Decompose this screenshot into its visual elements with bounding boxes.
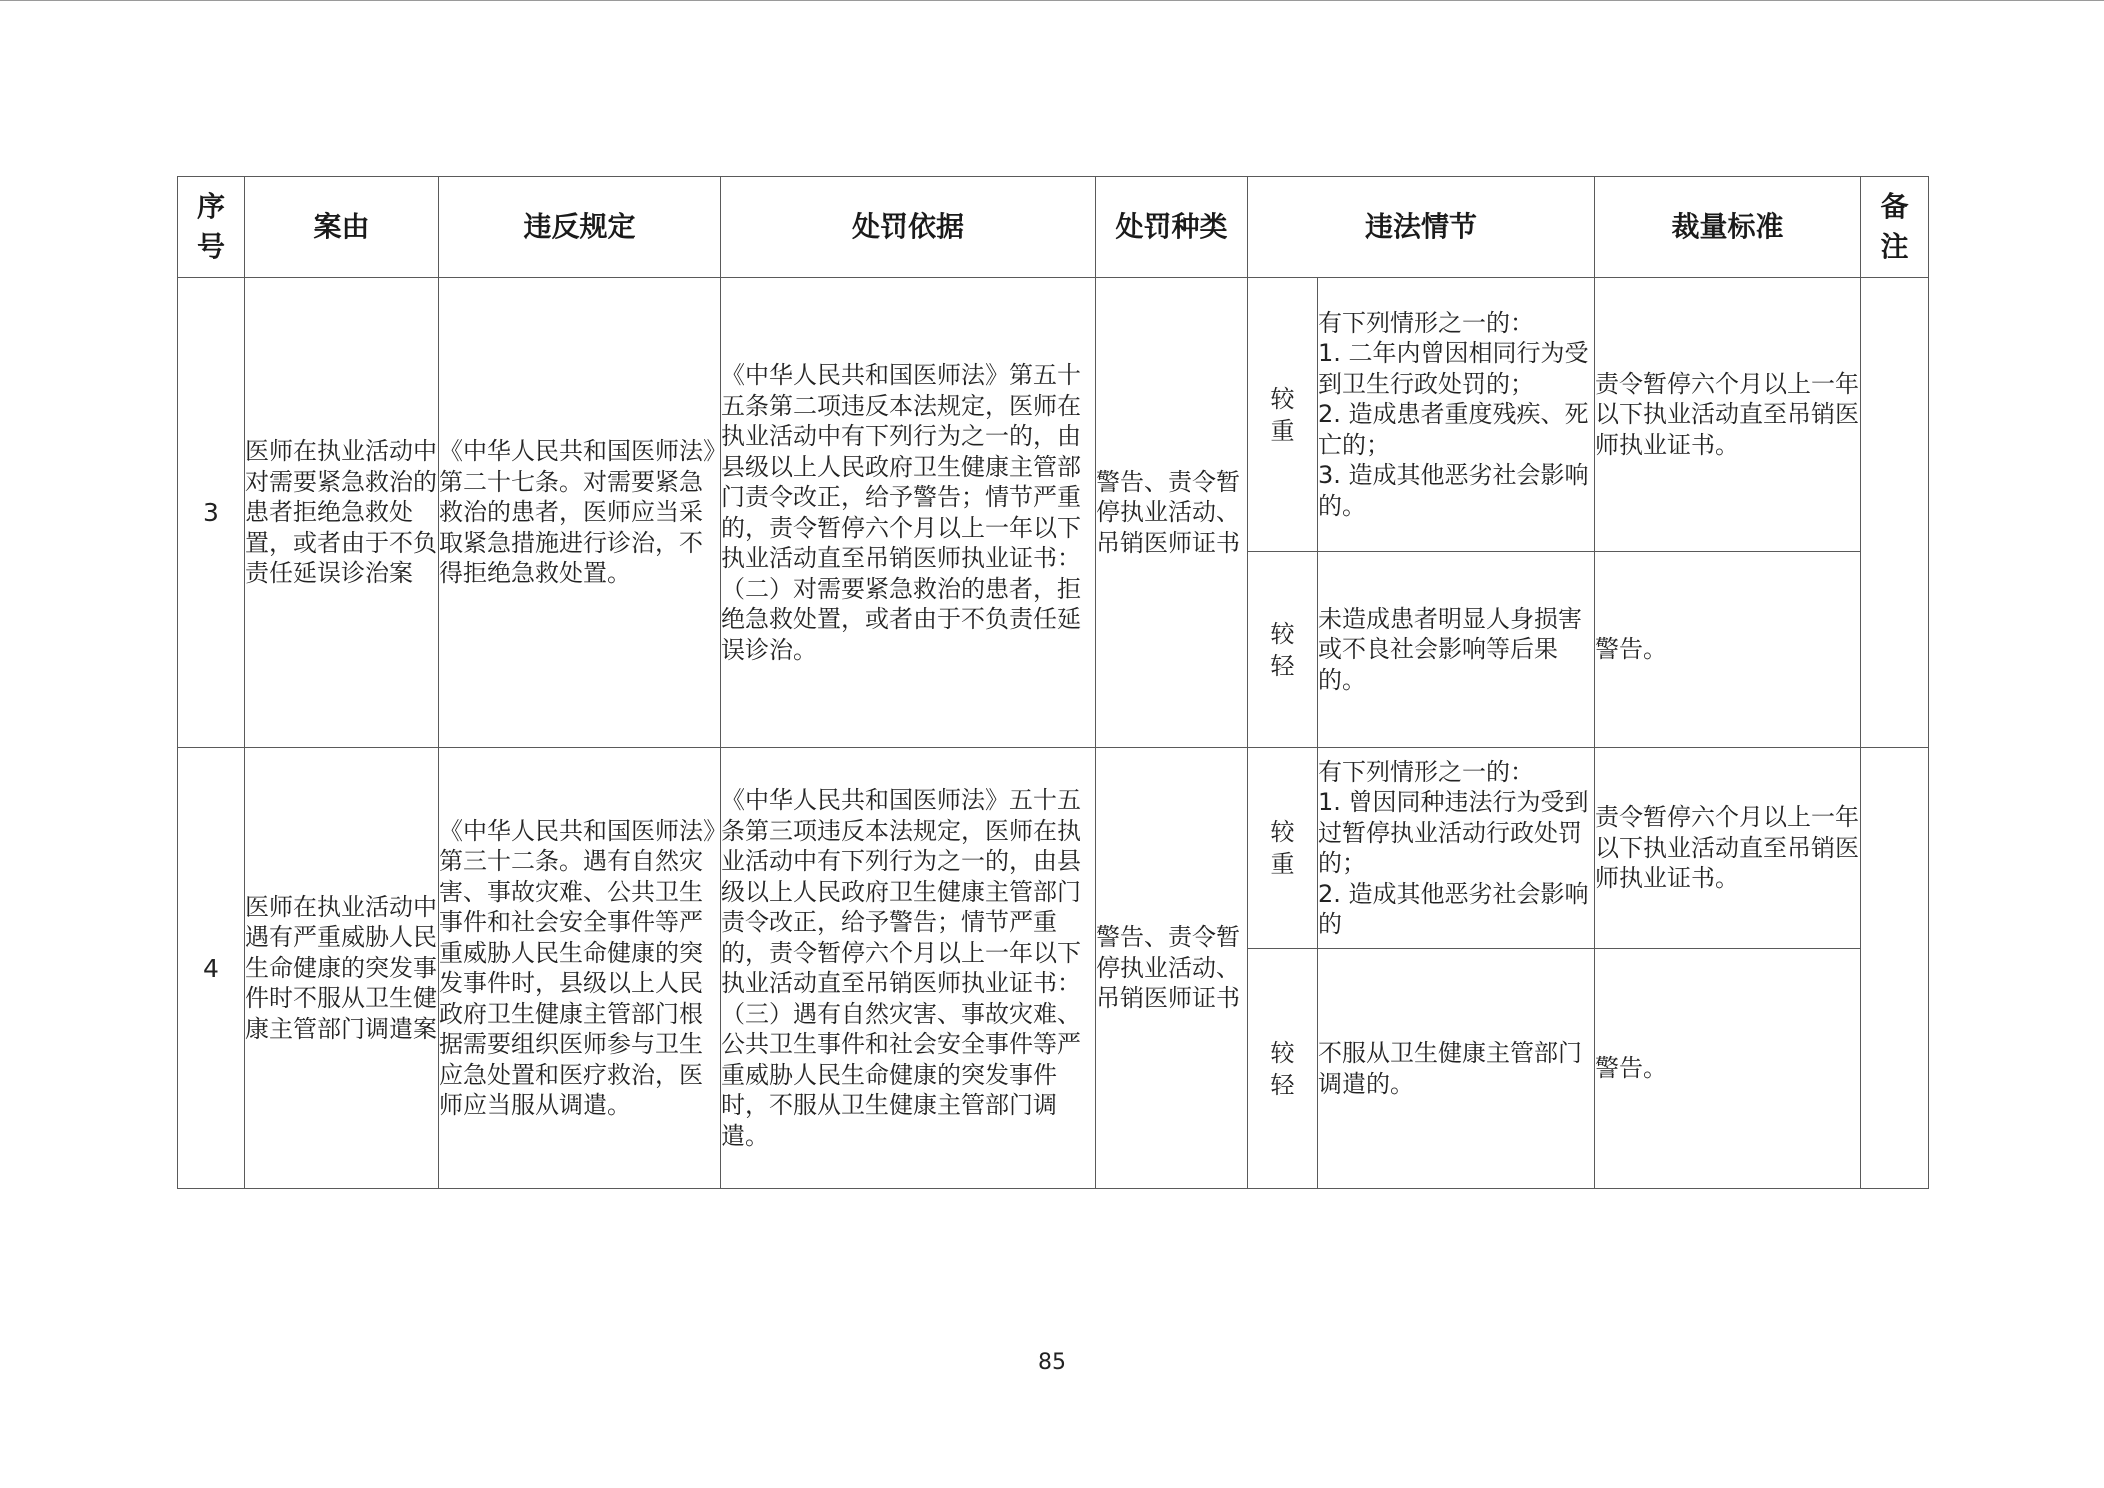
row-penalty-type: 警告、责令暂停执业活动、吊销医师证书 [1096,748,1248,1189]
circumstance-line: 2. 造成其他恶劣社会影响的 [1318,879,1589,938]
row-degree: 较轻 [1248,949,1318,1189]
table-row [178,748,1929,949]
page-number: 85 [1038,1350,1066,1375]
circumstance-line: 未造成患者明显人身损害或不良社会影响等后果的。 [1318,604,1582,694]
circumstance-line: 不服从卫生健康主管部门调遣的。 [1318,1039,1582,1098]
row-case: 医师在执业活动中遇有严重威胁人民生命健康的突发事件时不服从卫生健康主管部门调遣案 [245,748,439,1189]
row-basis: 《中华人民共和国医师法》第五十五条第二项违反本法规定，医师在执业活动中有下列行为之一的，由县级以上人民政府卫生健康主管部门责令改正，给予警告；情节严重的，责令暂停六个月以上一年以下执业活动直至吊销医师执业证书：（二）对需要紧急救治的患者，拒绝急救处置，或者由于不负责任延误诊治。 [721,278,1096,748]
circumstance-line: 有下列情形之一的： [1318,757,1534,786]
row-standard: 警告。 [1595,949,1861,1189]
row-seq: 3 [178,278,245,748]
circumstance-line: 3. 造成其他恶劣社会影响的。 [1318,461,1589,520]
row-degree: 较重 [1248,278,1318,552]
circumstance-line: 有下列情形之一的： [1318,308,1534,337]
row-penalty-type: 警告、责令暂停执业活动、吊销医师证书 [1096,278,1248,748]
circumstance-line: 1. 曾因同种违法行为受到过暂停执业活动行政处罚的； [1318,788,1589,877]
header-standard: 裁量标准 [1595,177,1861,278]
row-standard: 责令暂停六个月以上一年以下执业活动直至吊销医师执业证书。 [1595,278,1861,552]
penalty-discretion-table [177,176,1929,1189]
header-violation: 违反规定 [439,177,721,278]
row-circumstance [1318,278,1595,552]
row-standard: 警告。 [1595,552,1861,748]
row-degree: 较轻 [1248,552,1318,748]
table-row [178,278,1929,552]
header-basis: 处罚依据 [721,177,1096,278]
row-remarks [1861,748,1929,1189]
header-seq: 序号 [178,177,245,278]
row-violation: 《中华人民共和国医师法》第三十二条。遇有自然灾害、事故灾难、公共卫生事件和社会安全事件等严重威胁人民生命健康的突发事件时，县级以上人民政府卫生健康主管部门根据需要组织医师参与卫生应急处置和医疗救治，医师应当服从调遣。 [439,748,721,1189]
header-remarks: 备注 [1861,177,1929,278]
header-circumstances: 违法情节 [1248,177,1595,278]
row-remarks [1861,278,1929,748]
circumstance-line: 1. 二年内曾因相同行为受到卫生行政处罚的； [1318,339,1589,398]
row-degree: 较重 [1248,748,1318,949]
row-circumstance [1318,552,1595,748]
table-header-row [178,177,1929,278]
row-basis: 《中华人民共和国医师法》五十五条第三项违反本法规定，医师在执业活动中有下列行为之一的，由县级以上人民政府卫生健康主管部门责令改正，给予警告；情节严重的，责令暂停六个月以上一年以下执业活动直至吊销医师执业证书：（三）遇有自然灾害、事故灾难、公共卫生事件和社会安全事件等严重威胁人民生命健康的突发事件时，不服从卫生健康主管部门调遣。 [721,748,1096,1189]
header-case: 案由 [245,177,439,278]
row-circumstance [1318,748,1595,949]
circumstance-line: 2. 造成患者重度残疾、死亡的； [1318,400,1589,459]
row-circumstance [1318,949,1595,1189]
header-penalty-type: 处罚种类 [1096,177,1248,278]
row-violation: 《中华人民共和国医师法》第二十七条。对需要紧急救治的患者，医师应当采取紧急措施进行诊治，不得拒绝急救处置。 [439,278,721,748]
row-standard: 责令暂停六个月以上一年以下执业活动直至吊销医师执业证书。 [1595,748,1861,949]
page-top-border [0,0,2104,1]
row-case: 医师在执业活动中对需要紧急救治的患者拒绝急救处置，或者由于不负责任延误诊治案 [245,278,439,748]
row-seq: 4 [178,748,245,1189]
